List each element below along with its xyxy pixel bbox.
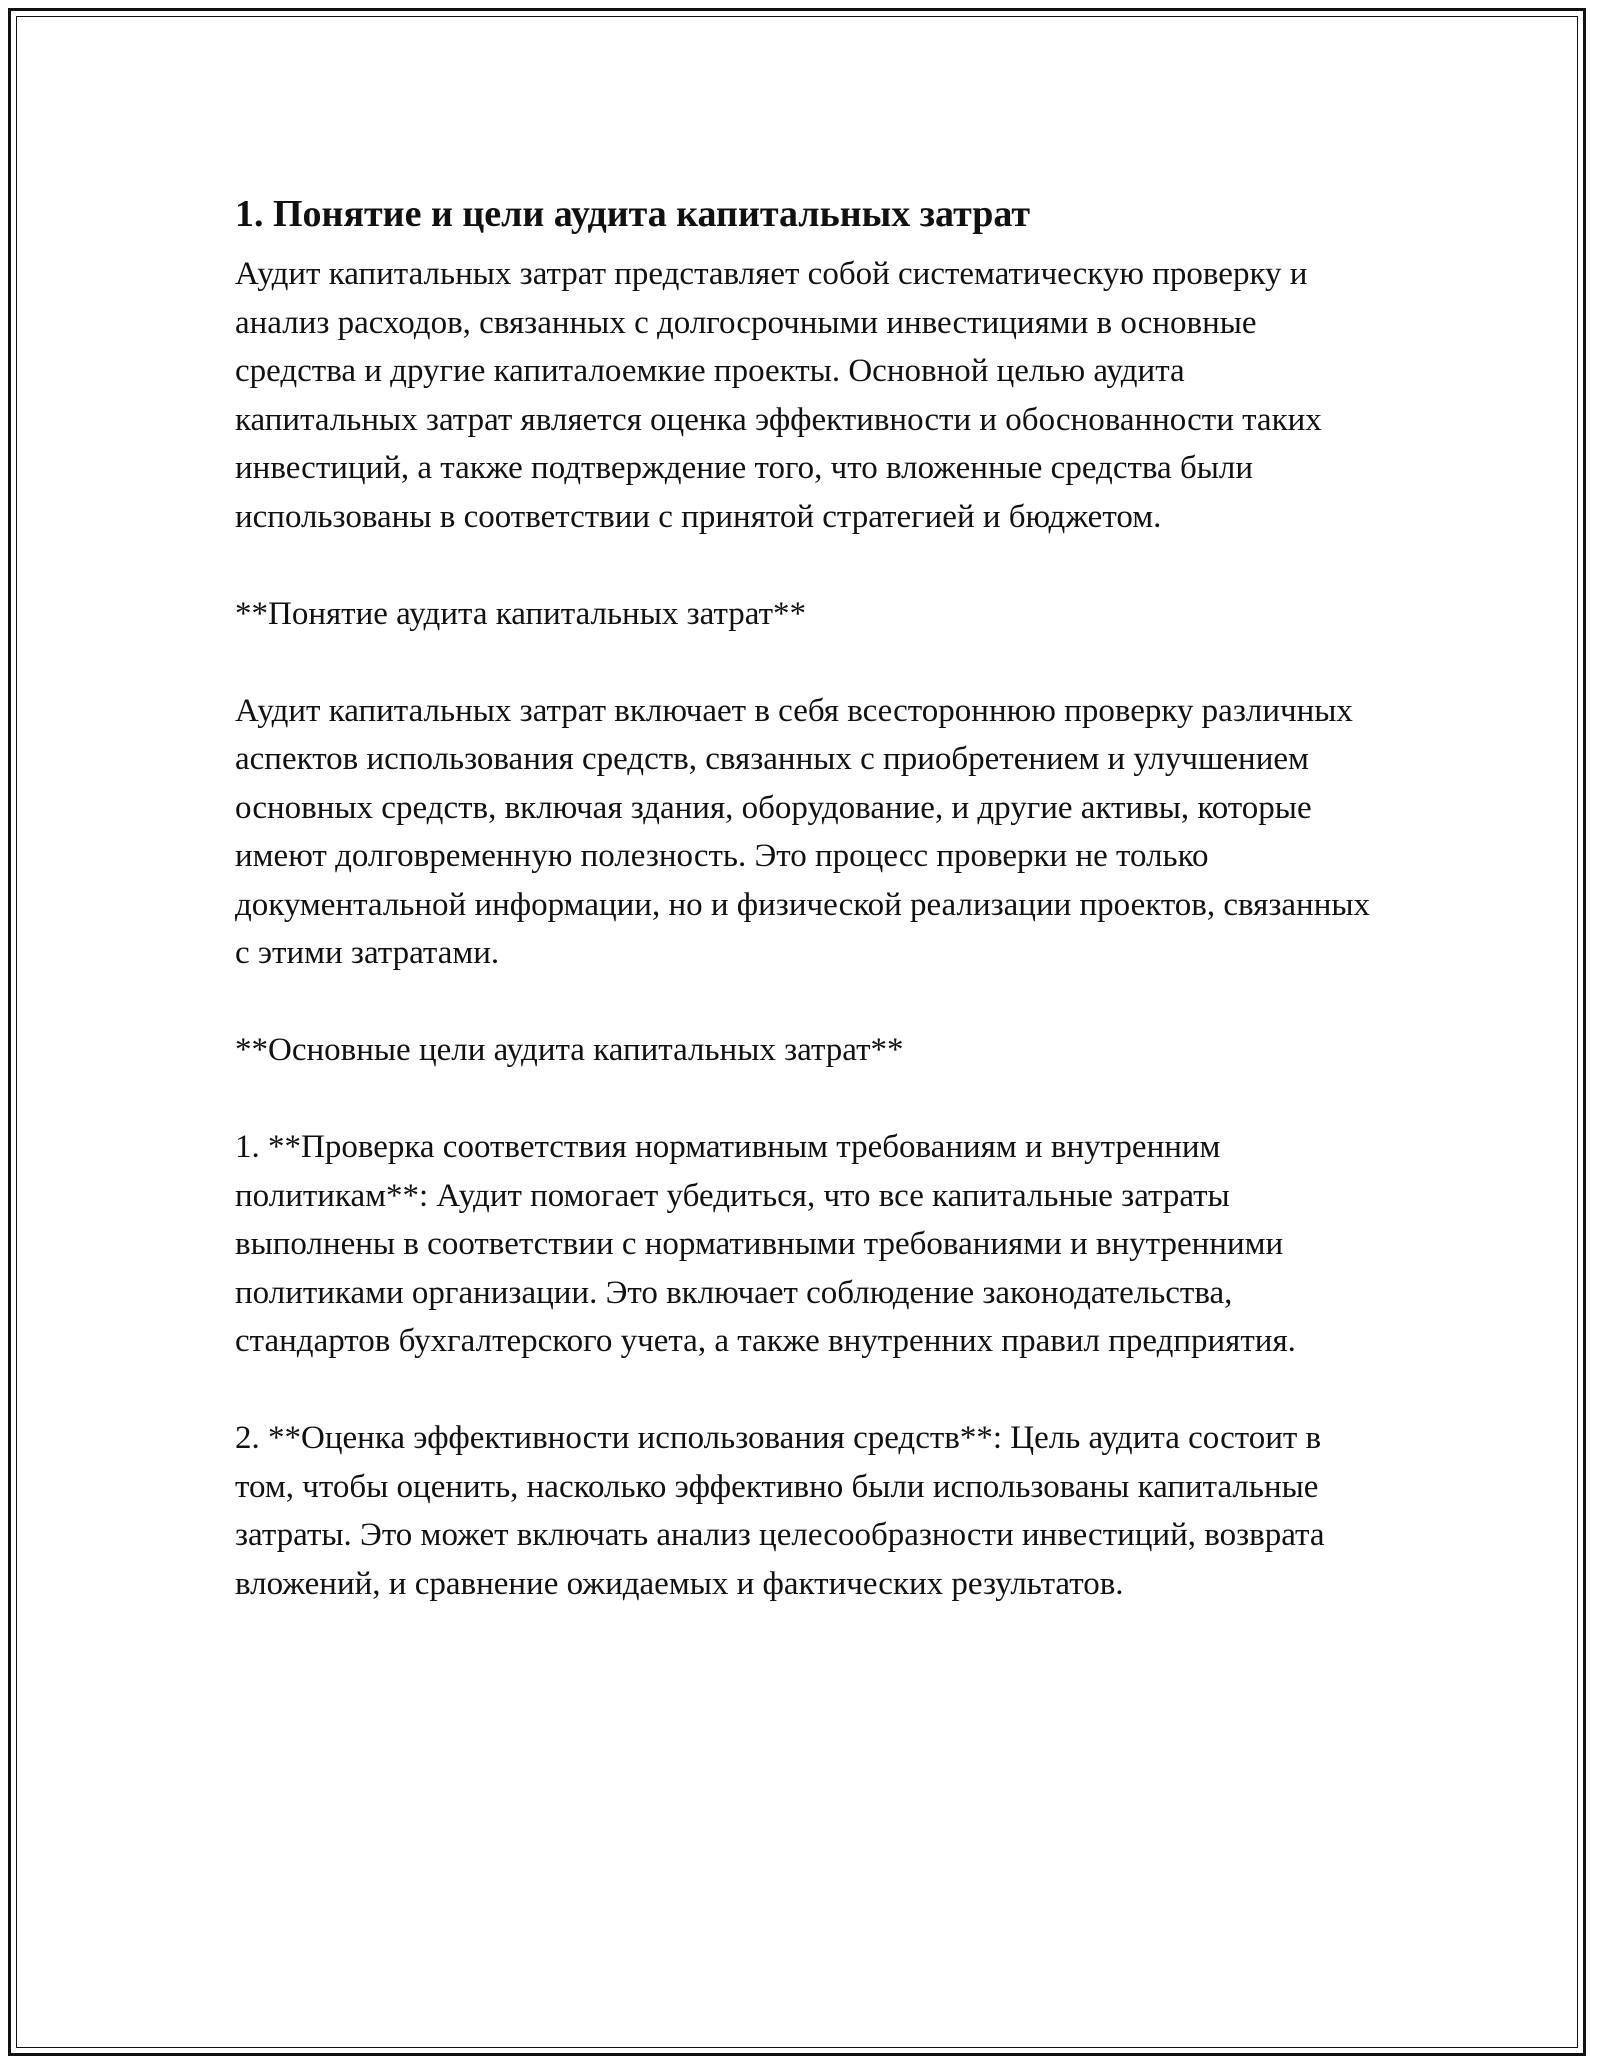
- intro-paragraph: Аудит капитальных затрат представляет собой систематическую проверку и анализ расходов, связанных с долгосрочными инвестициями в основные средства и другие капиталоемкие проекты. Основной целью аудита капитальных затрат является оценка эффективности и обоснованности таких инвестиций, а также подтверждение того, что вложенные средства были использованы в соответствии с принятой стратегией и бюджетом.: [235, 256, 1322, 535]
- section-heading: 1. Понятие и цели аудита капитальных затрат: [235, 193, 1031, 235]
- goal-item-2: 2. **Оценка эффективности использования средств**: Цель аудита состоит в том, чтобы оценить, насколько эффективно были использованы капитальные затраты. Это может включать анализ целесообразности инвестиций, возврата вложений, и сравнение ожидаемых и фактических результатов.: [235, 1420, 1325, 1602]
- subheading-concept: **Понятие аудита капитальных затрат**: [235, 595, 807, 632]
- document-body: [235, 190, 1375, 1608]
- goal-item-1: 1. **Проверка соответствия нормативным требованиям и внутренним политикам**: Аудит помогает убедиться, что все капитальные затраты выполнены в соответствии с нормативными требованиями и внутренними политиками организации. Это включает соблюдение законодательства, стандартов бухгалтерского учета, а также внутренних правил предприятия.: [235, 1129, 1296, 1359]
- subheading-goals: **Основные цели аудита капитальных затрат**: [235, 1032, 904, 1068]
- concept-paragraph: Аудит капитальных затрат включает в себя всестороннюю проверку различных аспектов использования средств, связанных с приобретением и улучшением основных средств, включая здания, оборудование, и другие активы, которые имеют долговременную полезность. Это процесс проверки не только документальной информации, но и физической реализации проектов, связанных с этими затратами.: [235, 692, 1371, 971]
